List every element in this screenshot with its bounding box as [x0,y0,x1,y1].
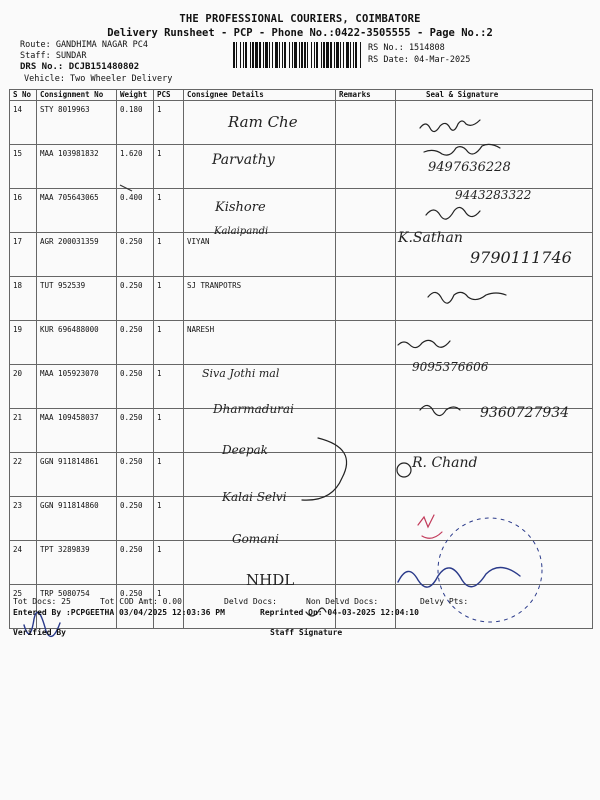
handwritten-name-20: Siva Jothi mal [202,367,280,380]
row-weight: 0.250 [117,277,154,321]
signature-16-scribble [426,207,480,219]
non-delivered-docs: Non Delvd Docs: [306,597,379,606]
row-weight: 1.620 [117,145,154,189]
handwritten-phone-17: 9790111746 [470,248,572,267]
row-consignment-no: STY 8019963 [37,101,117,145]
stamp-signature-25 [398,567,520,587]
staff-label: Staff: SUNDAR [20,51,87,61]
row-sno: 21 [10,409,37,453]
row-weight: 0.250 [117,409,154,453]
handwritten-phone-16: 9443283322 [455,188,532,202]
row-pcs: 1 [154,145,184,189]
signature-20-top [398,340,450,347]
row-consignment-no: AGR 200031359 [37,233,117,277]
handwritten-phone-21: 9360727934 [480,405,570,421]
row-consignee: SJ TRANPOTRS [184,277,336,321]
signature-15 [424,144,500,155]
signature-19 [428,292,506,303]
handwritten-name-14: Ram Che [228,113,298,131]
col-header-sno: S No [10,90,37,101]
row-sno: 18 [10,277,37,321]
row-consignment-no: TPT 3289839 [37,541,117,585]
row-pcs: 1 [154,409,184,453]
row-pcs: 1 [154,233,184,277]
row-sno: 15 [10,145,37,189]
row-consignee: VIYAN [184,233,336,277]
drs-number: DRS No.: DCJB151480802 [20,62,140,72]
staff-signature-label: Staff Signature [270,628,343,637]
row-pcs: 1 [154,101,184,145]
handwritten-name-25: NHDL [246,571,295,589]
signature-23-scribble [302,438,347,500]
col-header-seal: Seal & Signature [396,90,593,101]
row-weight: 0.400 [117,189,154,233]
red-mark [418,515,442,538]
row-consignment-no: TUT 952539 [37,277,117,321]
vehicle-label: Vehicle: Two Wheeler Delivery [24,74,173,84]
row-consignment-no: MAA 105923070 [37,365,117,409]
handwritten-sig-23: R. Chand [412,455,478,471]
row-pcs: 1 [154,189,184,233]
row-weight: 0.250 [117,453,154,497]
handwritten-name-21: Dharmadurai [213,402,294,416]
delivery-points: Delvy Pts: [420,597,469,606]
col-header-consignee: Consignee Details [184,90,336,101]
signature-14 [420,120,480,132]
row-consignment-no: MAA 705643065 [37,189,117,233]
row-consignment-no: TRP 5080754 [37,585,117,629]
handwritten-name-15: Parvathy [212,152,275,168]
row-pcs: 1 [154,497,184,541]
row-weight: 0.250 [117,497,154,541]
handwritten-name-24: Gomani [232,532,279,546]
row-weight: 0.180 [117,101,154,145]
row-weight: 0.250 [117,233,154,277]
row-consignee: NARESH [184,321,336,365]
row-sno: 19 [10,321,37,365]
row-sno: 20 [10,365,37,409]
row-consignment-no: KUR 696488000 [37,321,117,365]
handwritten-name-17: Kalaipandi [214,226,269,237]
handwritten-sig-17: K.Sathan [398,230,463,246]
company-title: THE PROFESSIONAL COURIERS, COIMBATORE [179,13,421,25]
signature-23-circle [397,463,411,477]
row-sno: 22 [10,453,37,497]
row-sno: 24 [10,541,37,585]
row-pcs: 1 [154,541,184,585]
total-cod-amount: Tot COD Amt: 0.00 [100,597,182,606]
handwritten-name-22: Deepak [222,443,268,457]
handwritten-name-16: Kishore [215,200,266,215]
rs-number: RS No.: 1514808 [368,43,445,53]
handwritten-phone-20: 9095376606 [412,360,489,374]
row-weight: 0.250 [117,585,154,629]
row-sno: 25 [10,585,37,629]
route-label: Route: GANDHIMA NAGAR PC4 [20,40,148,50]
runsheet-subtitle: Delivery Runsheet - PCP - Phone No.:0422-3505555 - Page No.:2 [107,27,493,39]
row-weight: 0.250 [117,321,154,365]
handwritten-name-23: Kalai Selvi [222,490,287,504]
row-sno: 17 [10,233,37,277]
row-pcs: 1 [154,365,184,409]
total-docs: Tot Docs: 25 [13,597,71,606]
entered-by: Entered By :PCPGEETHA 03/04/2025 12:03:36 PM [13,608,225,617]
verified-by-label: Verified By [13,628,66,637]
row-consignment-no: MAA 109458037 [37,409,117,453]
row-consignment-no: MAA 103981832 [37,145,117,189]
row-consignment-no: GGN 911814861 [37,453,117,497]
col-header-weight: Weight [117,90,154,101]
row-sno: 23 [10,497,37,541]
delivered-docs: Delvd Docs: [224,597,277,606]
handwritten-phone-15: 9497636228 [428,160,511,175]
row-weight: 0.250 [117,541,154,585]
col-header-pcs: PCS [154,90,184,101]
row-pcs: 1 [154,321,184,365]
signature-21 [420,405,460,415]
row-pcs: 1 [154,277,184,321]
row-sno: 16 [10,189,37,233]
col-header-consignment: Consignment No [37,90,117,101]
strike-line-16 [120,185,132,191]
rs-date: RS Date: 04-Mar-2025 [368,55,471,65]
row-sno: 14 [10,101,37,145]
reprinted-on: Reprinted On: 04-03-2025 12:04:10 [260,608,419,617]
row-pcs: 1 [154,585,184,629]
col-header-remarks: Remarks [336,90,396,101]
row-consignment-no: GGN 911814860 [37,497,117,541]
row-pcs: 1 [154,453,184,497]
row-weight: 0.250 [117,365,154,409]
